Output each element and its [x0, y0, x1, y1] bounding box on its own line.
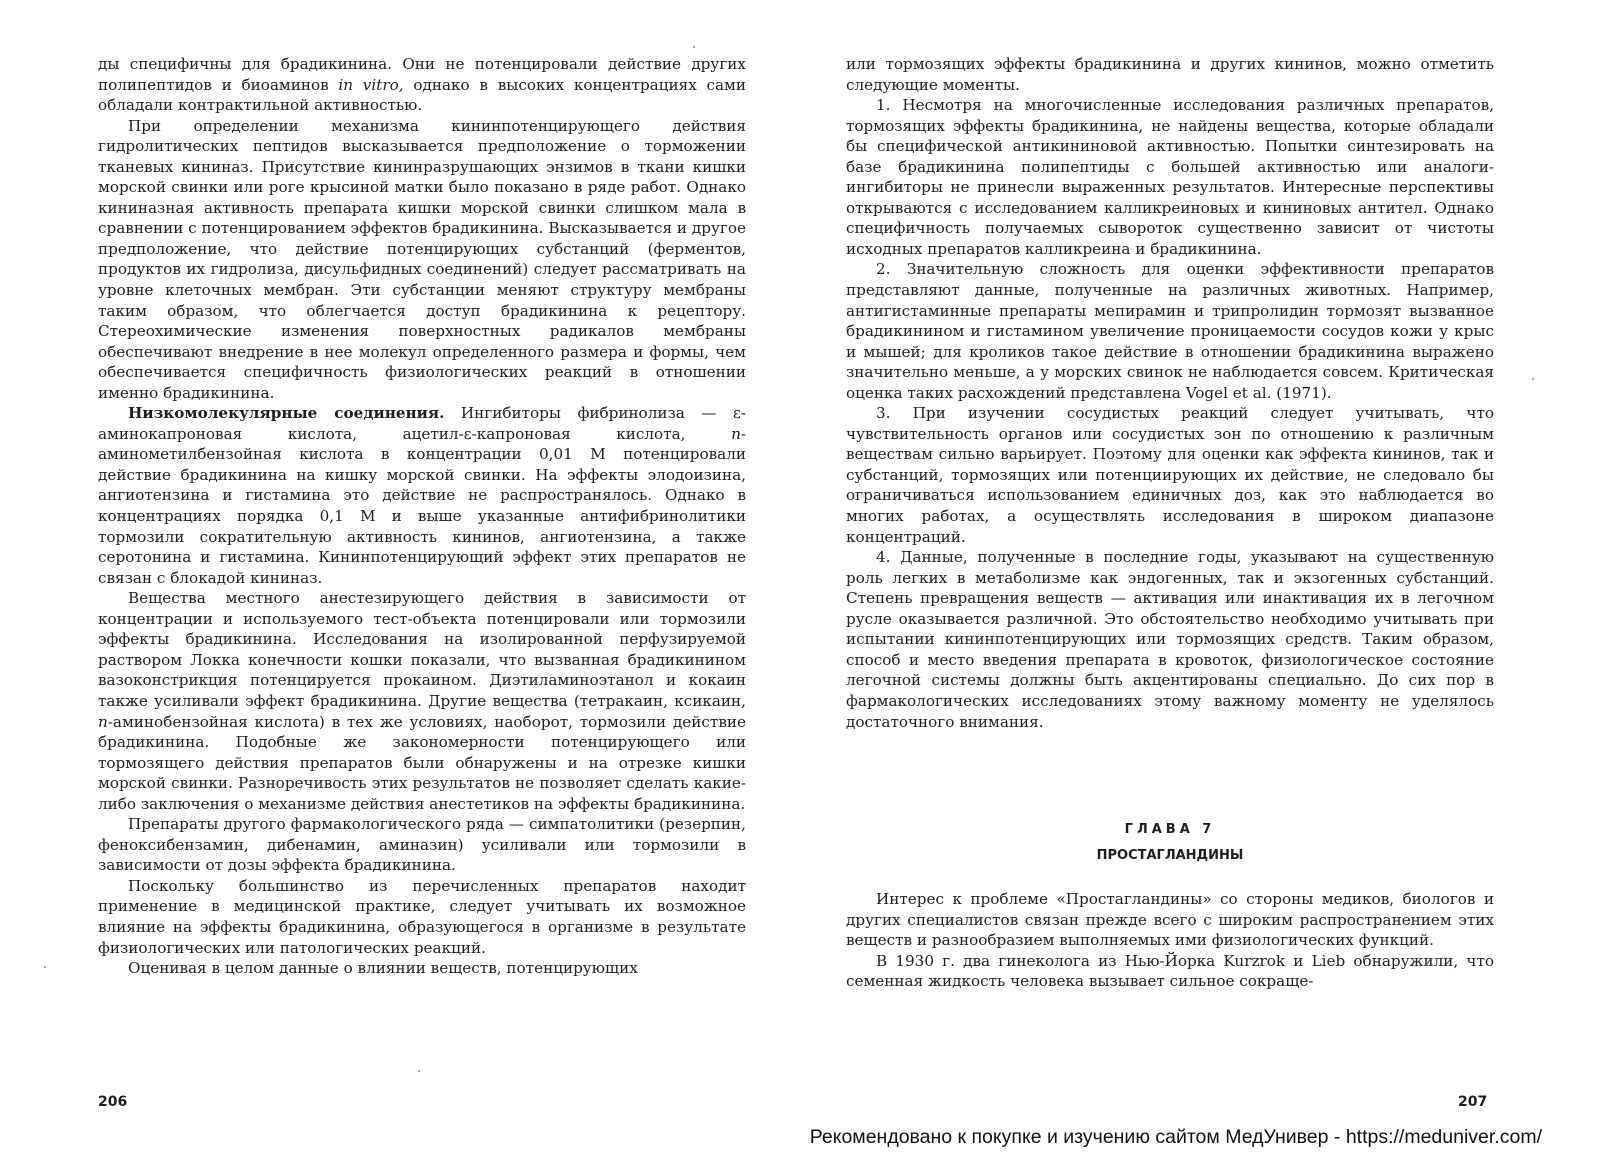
- paragraph: или тормозящих эффекты брадикинина и других кининов, можно отметить следующие моменты.: [846, 55, 1494, 94]
- paragraph: Низкомолекулярные соединения. Ингибиторы фибринолиза — ε-аминокапроновая кислота, ацетил-ε-капроновая кислота, п-аминометилбензойная кислота в концентрации 0,01 М потенцировали действие брадикинина на кишку морской свинки. На эффекты элодоизина, ангиотензина и гистамина это действие не распространялось. Однако в концентрациях порядка 0,1 М и выше указанные антифибринолитики тормозили сократительную активность кининов, ангиотензина, а также серотонина и гистамина. Кининпотенцирующий эффект этих препаратов не связан с блокадой кининаз.: [98, 404, 746, 587]
- page-number-right: 207: [1458, 1094, 1488, 1110]
- right-page-text: [846, 54, 1494, 732]
- paragraph: Интерес к проблеме «Простагландины» со стороны медиков, биологов и других специалистов связан прежде всего с широким распространением этих веществ и разнообразием выполняемых ими физиологических функций.: [846, 890, 1494, 950]
- chapter-title: ПРОСТАГЛАНДИНЫ: [1096, 848, 1244, 864]
- left-page-text: [98, 54, 746, 979]
- scan-speck: [693, 46, 695, 48]
- page-number-left: 206: [98, 1094, 128, 1110]
- paragraph: При определении механизма кининпотенцирующего действия гидролитических пептидов высказывается предположение о торможении тканевых кининаз. Присутствие кининразрушающих энзимов в ткани кишки морской свинки или роге крысиной матки было показано в ряде работ. Однако кининазная активность препарата кишки морской свинки слишком мала в сравнении с потенцированием эффектов брадикинина. Высказывается и другое предположение, что действие потенцирующих субстанций (ферментов, продуктов их гидролиза, дисульфидных соединений) следует рассматривать на уровне клеточных мембран. Эти субстанции меняют структуру мембраны таким образом, что облегчается доступ брадикинина к рецептору. Стереохимические изменения поверхностных радикалов мембраны обеспечивают внедрение в нее молекул определенного размера и формы, чем обеспечивается специфичность физиологических реакций в отношении именно брадикинина.: [98, 116, 746, 402]
- paragraph: Препараты другого фармакологического ряда — симпатолитики (резерпин, феноксибензамин, дибенамин, аминазин) усиливали или тормозили в зависимости от дозы эффекта брадикинина.: [98, 815, 746, 875]
- paragraph: Вещества местного анестезирующего действия в зависимости от концентрации и используемого тест-объекта потенцировали или тормозили эффекты брадикинина. Исследования на изолированной перфузируемой раствором Локка конечности кошки показали, что вызванная брадикинином вазоконстрикция потенцируется прокаином. Диэтиламиноэтанол и кокаин также усиливали эффект брадикинина. Другие вещества (тетракаин, ксикаин, п-аминобензойная кислота) в тех же условиях, наоборот, тормозили действие брадикинина. Подобные же закономерности потенцирующего или тормозящего действия препаратов были обнаружены и на отрезке кишки морской свинки. Разноречивость этих результатов не позволяет сделать какие-либо заключения о механизме действия анестетиков на эффекты брадикинина.: [98, 589, 746, 813]
- website-credit: Рекомендовано к покупке и изучению сайтом МедУнивер - https://meduniver.com/: [809, 1126, 1542, 1148]
- scan-speck: [44, 966, 46, 968]
- scan-speck: [418, 1070, 420, 1072]
- paragraph: Оценивая в целом данные о влиянии веществ, потенцирующих: [128, 959, 638, 978]
- paragraph: ды специфичны для брадикинина. Они не потенцировали действие других полипептидов и биоаминов in vitro, однако в высоких концентрациях сами обладали контрактильной активностью.: [98, 55, 746, 115]
- paragraph: Поскольку большинство из перечисленных препаратов находит применение в медицинской практике, следует учитывать их возможное влияние на эффекты брадикинина, образующегося в организме в результате физиологических или патологических реакций.: [98, 876, 746, 957]
- paragraph: В 1930 г. два гинеколога из Нью-Йорка Kurzrok и Lieb обнаружили, что семенная жидкость человека вызывает сильное сокраще-: [846, 951, 1494, 991]
- chapter-body: [846, 889, 1494, 992]
- paragraph: 1. Несмотря на многочисленные исследования различных препаратов, тормозящих эффекты брадикинина, не найдены вещества, которые обладали бы специфической антикининовой активностью. Попытки синтезировать на базе брадикинина полипептиды с большей активностью или аналоги-ингибиторы не принесли выраженных результатов. Интересные перспективы открываются с исследованием калликреиновых и кининовых антител. Однако специфичность получаемых сывороток существенно зависит от чистоты исходных препаратов калликреина и брадикинина.: [846, 96, 1494, 258]
- paragraph: 2. Значительную сложность для оценки эффективности препаратов представляют данные, полученные на различных животных. Например, антигистаминные препараты мепирамин и трипролидин тормозят вызванное брадикинином и гистамином увеличение проницаемости сосудов кожи у крыс и мышей; для кроликов такое действие в отношении брадикинина выражено значительно меньше, а у морских свинок не наблюдается совсем. Критическая оценка таких расхождений представлена Vogel et al. (1971).: [846, 260, 1494, 402]
- chapter-number: ГЛАВА 7: [1124, 822, 1216, 838]
- left-page: [98, 54, 746, 979]
- chapter-heading: [846, 822, 1494, 863]
- scan-speck: [1532, 378, 1534, 380]
- right-page: [846, 54, 1494, 992]
- paragraph: 3. При изучении сосудистых реакций следует учитывать, что чувствительность органов или сосудистых зон по отношению к различным веществам сильно варьирует. Поэтому для оценки как эффекта кининов, так и субстанций, тормозящих или потенциирующих их действие, не следовало бы ограничиваться использованием единичных доз, как это наблюдается во многих работах, а осуществлять исследования в широком диапазоне концентраций.: [846, 404, 1494, 546]
- paragraph: 4. Данные, полученные в последние годы, указывают на существенную роль легких в метаболизме как эндогенных, так и экзогенных субстанций. Степень превращения веществ — активация или инактивация их в легочном русле оказывается различной. Это обстоятельство необходимо учитывать при испытании кининпотенцирующих или тормозящих средств. Таким образом, способ и место введения препарата в кровоток, физиологическое состояние легочной системы должны быть акцентированы специально. До сих пор в фармакологических исследованиях этому важному моменту не уделялось достаточного внимания.: [846, 548, 1494, 731]
